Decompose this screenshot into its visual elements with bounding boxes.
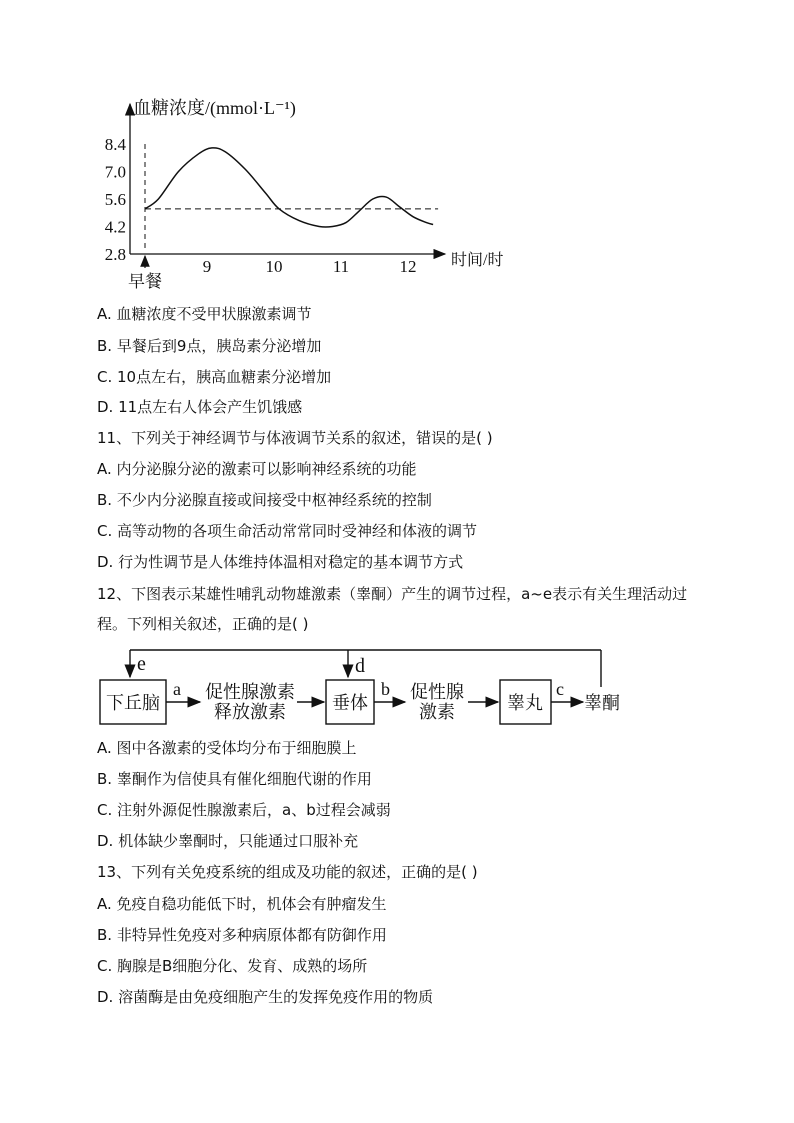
q10-option-a: A. 血糖浓度不受甲状腺激素调节 — [97, 305, 312, 323]
q10-option-d: D. 11点左右人体会产生饥饿感 — [97, 398, 303, 416]
q12-stem: 12、下图表示某雄性哺乳动物雄激素（睾酮）产生的调节过程，a~e表示有关生理活动过程。下列相关叙述，正确的是( ) — [97, 585, 688, 633]
regulation-diagram-svg — [95, 645, 635, 735]
label-gth-line2: 激素 — [419, 702, 455, 723]
y-tick-label: 5.6 — [104, 190, 126, 209]
q12-option-a: A. 图中各激素的受体均分布于细胞膜上 — [97, 739, 357, 757]
y-tick-label: 2.8 — [104, 245, 126, 264]
label-grh-line1: 促性腺激素 — [205, 682, 295, 703]
x-tick-label: 9 — [202, 257, 212, 276]
blood-glucose-chart — [90, 90, 530, 300]
label-gth-line1: 促性腺 — [410, 682, 464, 703]
q10-option-c: C. 10点左右，胰高血糖素分泌增加 — [97, 368, 332, 386]
testosterone-regulation-diagram — [95, 645, 635, 735]
label-e: e — [137, 653, 146, 675]
q13-option-b: B. 非特异性免疫对多种病原体都有防御作用 — [97, 926, 387, 944]
glucose-curve — [145, 148, 433, 227]
x-tick-label: 10 — [265, 257, 283, 276]
label-hypothalamus: 下丘脑 — [106, 693, 160, 714]
y-axis-label: 血糖浓度/(mmol·L⁻¹) — [133, 98, 296, 118]
q13-option-a: A. 免疫自稳功能低下时，机体会有肿瘤发生 — [97, 895, 387, 913]
q12-option-d: D. 机体缺少睾酮时，只能通过口服补充 — [97, 832, 359, 850]
q11-stem: 11、下列关于神经调节与体液调节关系的叙述，错误的是( ) — [97, 429, 493, 447]
blood-glucose-chart-svg — [90, 90, 530, 300]
x-tick-label: 11 — [332, 257, 350, 276]
q11-option-d: D. 行为性调节是人体维持体温相对稳定的基本调节方式 — [97, 553, 464, 571]
label-c: c — [556, 679, 564, 699]
y-tick-label: 4.2 — [104, 217, 126, 237]
label-testosterone: 睾酮 — [584, 693, 620, 714]
label-d: d — [355, 655, 365, 677]
label-grh-line2: 释放激素 — [214, 702, 286, 723]
label-a: a — [173, 679, 181, 699]
y-tick-label: 7.0 — [104, 162, 126, 182]
q10-option-b: B. 早餐后到9点，胰岛素分泌增加 — [97, 337, 322, 355]
y-tick-label: 8.4 — [104, 135, 126, 154]
x-tick-label: 12 — [399, 257, 417, 276]
q11-option-c: C. 高等动物的各项生命活动常常同时受神经和体液的调节 — [97, 522, 478, 540]
q13-stem: 13、下列有关免疫系统的组成及功能的叙述，正确的是( ) — [97, 863, 478, 881]
q11-option-a: A. 内分泌腺分泌的激素可以影响神经系统的功能 — [97, 460, 417, 478]
x-axis-label: 时间/时 — [451, 252, 504, 269]
label-b: b — [381, 679, 390, 699]
q12-option-b: B. 睾酮作为信使具有催化细胞代谢的作用 — [97, 770, 372, 788]
q13-option-c: C. 胸腺是B细胞分化、发育、成熟的场所 — [97, 957, 368, 975]
label-pituitary: 垂体 — [332, 693, 368, 714]
q12-option-c: C. 注射外源促性腺激素后，a、b过程会减弱 — [97, 801, 391, 819]
label-testis: 睾丸 — [507, 693, 543, 714]
breakfast-label: 早餐 — [128, 272, 162, 291]
q11-option-b: B. 不少内分泌腺直接或间接受中枢神经系统的控制 — [97, 491, 432, 509]
q13-option-d: D. 溶菌酶是由免疫细胞产生的发挥免疫作用的物质 — [97, 988, 434, 1006]
